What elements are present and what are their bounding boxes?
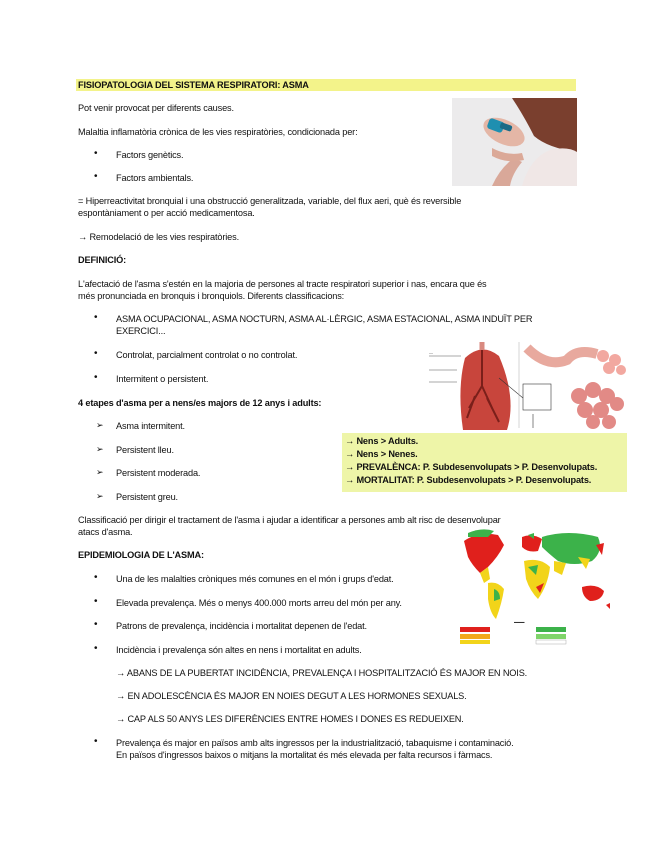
classification-bullet: Intermitent o persistent. bbox=[116, 374, 209, 384]
prevalence-line-2: En països d'ingressos baixos o mitjans la mortalitat és més elevada per falta recursos i fàrmacs. bbox=[116, 750, 493, 760]
bullet-dot-icon: • bbox=[94, 643, 98, 654]
epidemiology-heading: EPIDEMIOLOGIA DE L'ASMA: bbox=[78, 550, 204, 560]
bullet-dot-icon: • bbox=[94, 736, 98, 747]
bullet-dot-icon: • bbox=[94, 572, 98, 583]
bullet-dot-icon: • bbox=[94, 372, 98, 383]
epidemiology-bullet: Una de les malalties cròniques més comunes en el món i grups d'edat. bbox=[116, 574, 394, 584]
remodelling-line: → Remodelació de les vies respiratòries. bbox=[78, 232, 239, 242]
bullet-dot-icon: • bbox=[94, 312, 98, 323]
epidemiology-subpoint: → ABANS DE LA PUBERTAT INCIDÈNCIA, PREVALENÇA I HOSPITALITZACIÓ ÉS MAJOR EN NOIS. bbox=[116, 668, 528, 678]
classification-bullet-cont: EXERCICI... bbox=[116, 326, 166, 336]
highlight-line: → Nens > Nenes. bbox=[345, 449, 418, 459]
arrowhead-bullet-icon: ➢ bbox=[96, 467, 104, 477]
svg-text:▬▬▬: ▬▬▬ bbox=[514, 620, 525, 624]
epidemiology-bullet: Incidència i prevalença són altes en nens i mortalitat en adults. bbox=[116, 645, 362, 655]
bullet-dot-icon: • bbox=[94, 148, 98, 159]
arrowhead-bullet-icon: ➢ bbox=[96, 420, 104, 430]
stage-item: Persistent lleu. bbox=[116, 445, 174, 455]
page-title: FISIOPATOLOGIA DEL SISTEMA RESPIRATORI: ASMA bbox=[78, 80, 309, 90]
definition-paragraph-1: L'afectació de l'asma s'estén en la majoria de persones al tracte respiratori superior i nas, encara que és bbox=[78, 279, 487, 289]
epidemiology-subpoint: → EN ADOLESCÈNCIA ÉS MAJOR EN NOIES DEGUT A LES HORMONES SEXUALS. bbox=[116, 691, 467, 701]
intro-bullet: Factors ambientals. bbox=[116, 173, 194, 183]
hyperreactivity-line-2: espontàniament o per acció medicamentosa. bbox=[78, 208, 255, 218]
stage-item: Persistent greu. bbox=[116, 492, 178, 502]
highlight-line: → MORTALITAT: P. Subdesenvolupats > P. Desenvolupats. bbox=[345, 475, 592, 485]
inhaler-photo bbox=[452, 98, 577, 186]
highlight-line: → Nens > Adults. bbox=[345, 436, 419, 446]
bullet-dot-icon: • bbox=[94, 348, 98, 359]
intro-line-2: Malaltia inflamatòria crònica de les vies respiratòries, condicionada per: bbox=[78, 127, 358, 137]
arrowhead-bullet-icon: ➢ bbox=[96, 491, 104, 501]
bullet-dot-icon: • bbox=[94, 171, 98, 182]
world-prevalence-map bbox=[458, 527, 615, 645]
classification-line-2: atacs d'asma. bbox=[78, 527, 133, 537]
highlight-box bbox=[342, 433, 627, 492]
definition-paragraph-2: més pronunciada en bronquis i bronquiols. Diferents classificacions: bbox=[78, 291, 345, 301]
lung-illustration bbox=[427, 338, 627, 434]
bullet-dot-icon: • bbox=[94, 619, 98, 630]
classification-bullet: ASMA OCUPACIONAL, ASMA NOCTURN, ASMA AL·LÈRGIC, ASMA ESTACIONAL, ASMA INDUÏT PER bbox=[116, 314, 533, 324]
svg-text:—: — bbox=[429, 350, 433, 355]
epidemiology-bullet: Elevada prevalença. Més o menys 400.000 morts arreu del món per any. bbox=[116, 598, 402, 608]
classification-bullet: Controlat, parcialment controlat o no controlat. bbox=[116, 350, 298, 360]
hyperreactivity-line-1: = Hiperreactivitat bronquial i una obstrucció generalitzada, variable, del flux aeri, què és reversible bbox=[78, 196, 462, 206]
lungs-alveoli-icon bbox=[427, 338, 627, 434]
stages-heading: 4 etapes d'asma per a nens/es majors de 12 anys i adults: bbox=[78, 398, 322, 408]
classification-line-1: Classificació per dirigir el tractament de l'asma i ajudar a identificar a persones amb alt risc de desenvolupar bbox=[78, 515, 501, 525]
bullet-dot-icon: • bbox=[94, 596, 98, 607]
stage-item: Asma intermitent. bbox=[116, 421, 185, 431]
intro-bullet: Factors genètics. bbox=[116, 150, 184, 160]
definition-heading: DEFINICIÓ: bbox=[78, 255, 127, 265]
highlight-line: → PREVALÈNCA: P. Subdesenvolupats > P. Desenvolupats. bbox=[345, 462, 598, 472]
prevalence-line-1: Prevalença és major en països amb alts ingressos per la industrialització, tabaquisme i contaminació. bbox=[116, 738, 514, 748]
world-map-icon bbox=[458, 527, 615, 645]
epidemiology-subpoint: → CAP ALS 50 ANYS LES DIFERÈNCIES ENTRE HOMES I DONES ES REDUEIXEN. bbox=[116, 714, 464, 724]
stage-item: Persistent moderada. bbox=[116, 468, 201, 478]
arrowhead-bullet-icon: ➢ bbox=[96, 444, 104, 454]
epidemiology-bullet: Patrons de prevalença, incidència i mortalitat depenen de l'edat. bbox=[116, 621, 367, 631]
inhaler-illustration-icon bbox=[452, 98, 577, 186]
intro-line-1: Pot venir provocat per diferents causes. bbox=[78, 103, 234, 113]
